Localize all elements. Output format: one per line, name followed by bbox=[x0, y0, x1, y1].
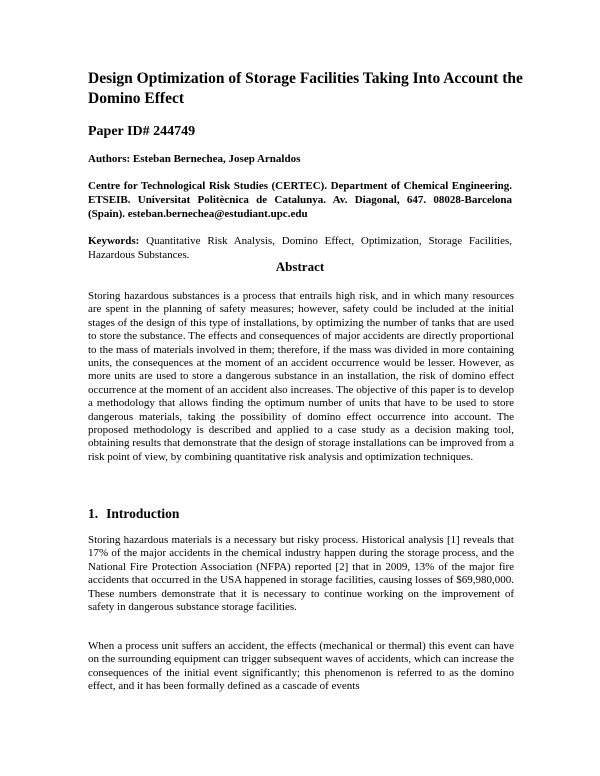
section-title: Introduction bbox=[106, 506, 180, 521]
keywords bbox=[88, 234, 512, 262]
keywords-label: Keywords: bbox=[88, 235, 140, 247]
abstract-heading: Abstract bbox=[275, 259, 325, 274]
affiliation: Centre for Technological Risk Studies (CERTEC). Department of Chemical Engineering. ETSEIB. Universitat Politècnica de Catalunya. Av. Diagonal, 647. 08028-Barcelona (Spain). esteban.bernechea@estudiant.upc.edu bbox=[88, 180, 512, 220]
abstract-text: Storing hazardous substances is a process that entrails high risk, and in which many resources are spent in the planning of safety measures; however, safety could be included at the initial stages of the design of this type of installations, by optimizing the number of tanks that are used to store the substance. The effects and consequences of major accidents are directly proportional to the mass of materials involved in them; therefore, if the mass was divided in more containing units, the consequences at the moment of an accident occurrence would be lesser. However, as more units are used to store a dangerous substance in an installation, the risk of domino effect occurrence at the moment of an accident also increases. The objective of this paper is to develop a methodology that allows finding the optimum number of units that have to be used to store dangerous materials, taking the possibility of domino effect occurrence into account. The proposed methodology is described and applied to a case study as a decision making tool, obtaining results that demonstrate that the design of storage installations can be improved from a risk point of view, by combining quantitative risk analysis and optimization techniques. bbox=[88, 290, 514, 463]
paper-id: Paper ID# 244749 bbox=[88, 124, 196, 139]
intro-paragraph-1: Storing hazardous materials is a necessary but risky process. Historical analysis [1] reveals that 17% of the major accidents in the chemical industry happen during the storage process, and the National Fire Protection Association (NFPA) reported [2] that in 2009, 13% of the major fire accidents that occurred in the USA happened in storage facilities, causing losses of $69,980,000. These numbers demonstrate that it is necessary to continue working on the improvement of safety in dangerous substance storage facilities. bbox=[88, 534, 514, 614]
authors-line: Authors: Esteban Bernechea, Josep Arnaldos bbox=[88, 153, 301, 165]
section-number: 1. bbox=[88, 506, 99, 521]
intro-paragraph-2: When a process unit suffers an accident, the effects (mechanical or thermal) this event can have on the surrounding equipment can trigger subsequent waves of accidents, which can increase the consequences of the initial event significantly; this phenomenon is referred to as the domino effect, and it has been formally defined as a cascade of events bbox=[88, 640, 514, 693]
keywords-text: Quantitative Risk Analysis, Domino Effect, Optimization, Storage Facilities, Hazardous Substances. bbox=[88, 235, 512, 261]
paper-title: Design Optimization of Storage Facilities Taking Into Account the Domino Effect bbox=[88, 70, 523, 107]
section-heading-introduction bbox=[88, 505, 179, 522]
